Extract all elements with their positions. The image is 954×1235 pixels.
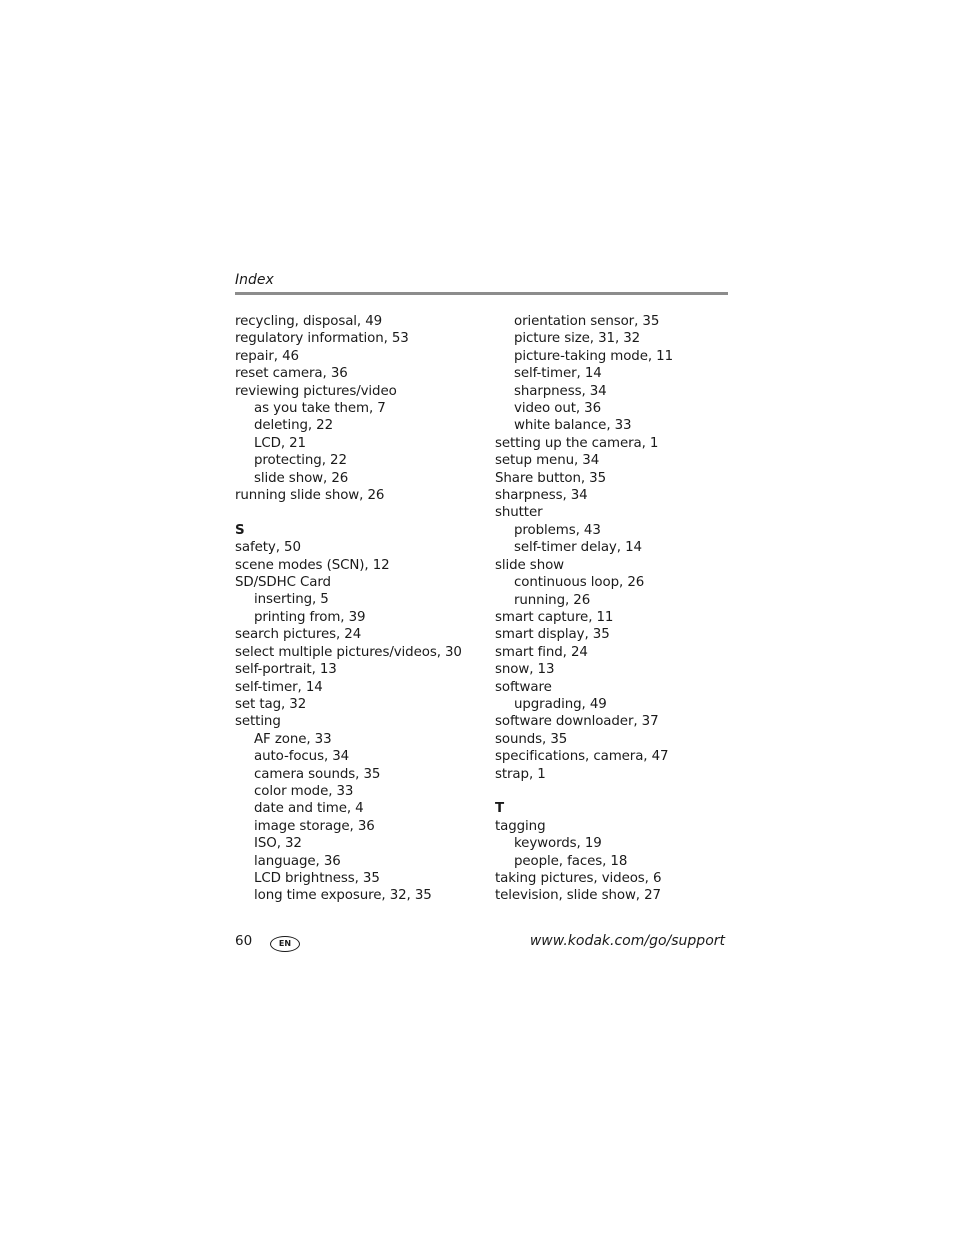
index-letter-heading: T [495,801,505,817]
index-subentry: color mode, 33 [254,783,354,799]
index-entry: Share button, 35 [495,470,607,486]
index-subentry: continuous loop, 26 [514,575,645,591]
index-entry: setup menu, 34 [495,453,600,469]
index-subentry: people, faces, 18 [514,853,628,869]
index-column-right [495,313,745,905]
index-entry: reset camera, 36 [235,366,348,382]
page-number: 60 [235,933,253,949]
index-entry: setting up the camera, 1 [495,435,659,451]
index-column-left [235,313,485,905]
index-entry: scene modes (SCN), 12 [235,557,390,573]
index-subentry: picture-taking mode, 11 [514,348,674,364]
index-subentry: self-timer delay, 14 [514,540,642,556]
index-subentry: orientation sensor, 35 [514,314,660,329]
index-entry: reviewing pictures/video [235,383,397,399]
index-subentry: image storage, 36 [254,818,375,834]
index-entry: setting [235,714,281,730]
index-subentry: video out, 36 [514,401,602,417]
index-entry: regulatory information, 53 [235,331,409,347]
header-title: Index [235,272,274,288]
index-subentry: protecting, 22 [254,453,347,469]
index-subentry: date and time, 4 [254,801,364,817]
language-badge: EN [270,936,300,952]
index-spacer [235,504,485,521]
index-entry: software [495,679,552,695]
index-entry: set tag, 32 [235,696,307,712]
index-subentry: sharpness, 34 [514,383,607,399]
index-subentry: ISO, 32 [254,836,302,852]
support-url[interactable]: www.kodak.com/go/support [529,933,725,949]
header-rule [235,292,728,295]
index-subentry: as you take them, 7 [254,401,386,417]
index-subentry: camera sounds, 35 [254,766,381,782]
index-entry: smart capture, 11 [495,609,614,625]
index-entry: smart find, 24 [495,644,588,660]
index-letter-heading: S [235,522,245,538]
index-entry: snow, 13 [495,662,555,678]
index-entry: taking pictures, videos, 6 [495,870,662,886]
index-subentry: running, 26 [514,592,591,608]
index-entry: self-portrait, 13 [235,662,337,678]
index-entry: sharpness, 34 [495,488,588,504]
index-subentry: LCD, 21 [254,435,306,451]
index-entry: select multiple pictures/videos, 30 [235,644,462,660]
index-entry: sounds, 35 [495,731,568,747]
index-subentry: language, 36 [254,853,341,869]
index-entry: repair, 46 [235,348,299,364]
index-subentry: AF zone, 33 [254,731,332,747]
index-entry: shutter [495,505,543,521]
index-entry: tagging [495,818,546,834]
index-entry: recycling, disposal, 49 [235,314,383,329]
index-entry: SD/SDHC Card [235,575,331,591]
index-entry: specifications, camera, 47 [495,749,669,765]
index-entry: strap, 1 [495,766,546,782]
index-entry: slide show [495,557,565,573]
index-entry: smart display, 35 [495,627,610,643]
index-subentry: self-timer, 14 [514,366,602,382]
index-entry: safety, 50 [235,540,301,556]
index-subentry: inserting, 5 [254,592,329,608]
index-subentry: LCD brightness, 35 [254,870,380,886]
index-subentry: printing from, 39 [254,609,366,625]
index-subentry: deleting, 22 [254,418,334,434]
index-entry: running slide show, 26 [235,488,385,504]
index-subentry: picture size, 31, 32 [514,331,641,347]
index-spacer [495,783,745,800]
index-subentry: upgrading, 49 [514,696,607,712]
index-entry: search pictures, 24 [235,627,362,643]
index-subentry: auto-focus, 34 [254,749,350,765]
index-subentry: keywords, 19 [514,836,602,852]
index-subentry: problems, 43 [514,522,601,538]
index-entry: self-timer, 14 [235,679,323,695]
index-entry: television, slide show, 27 [495,888,661,904]
index-subentry: slide show, 26 [254,470,349,486]
index-subentry: long time exposure, 32, 35 [254,888,432,904]
index-subentry: white balance, 33 [514,418,632,434]
index-entry: software downloader, 37 [495,714,659,730]
